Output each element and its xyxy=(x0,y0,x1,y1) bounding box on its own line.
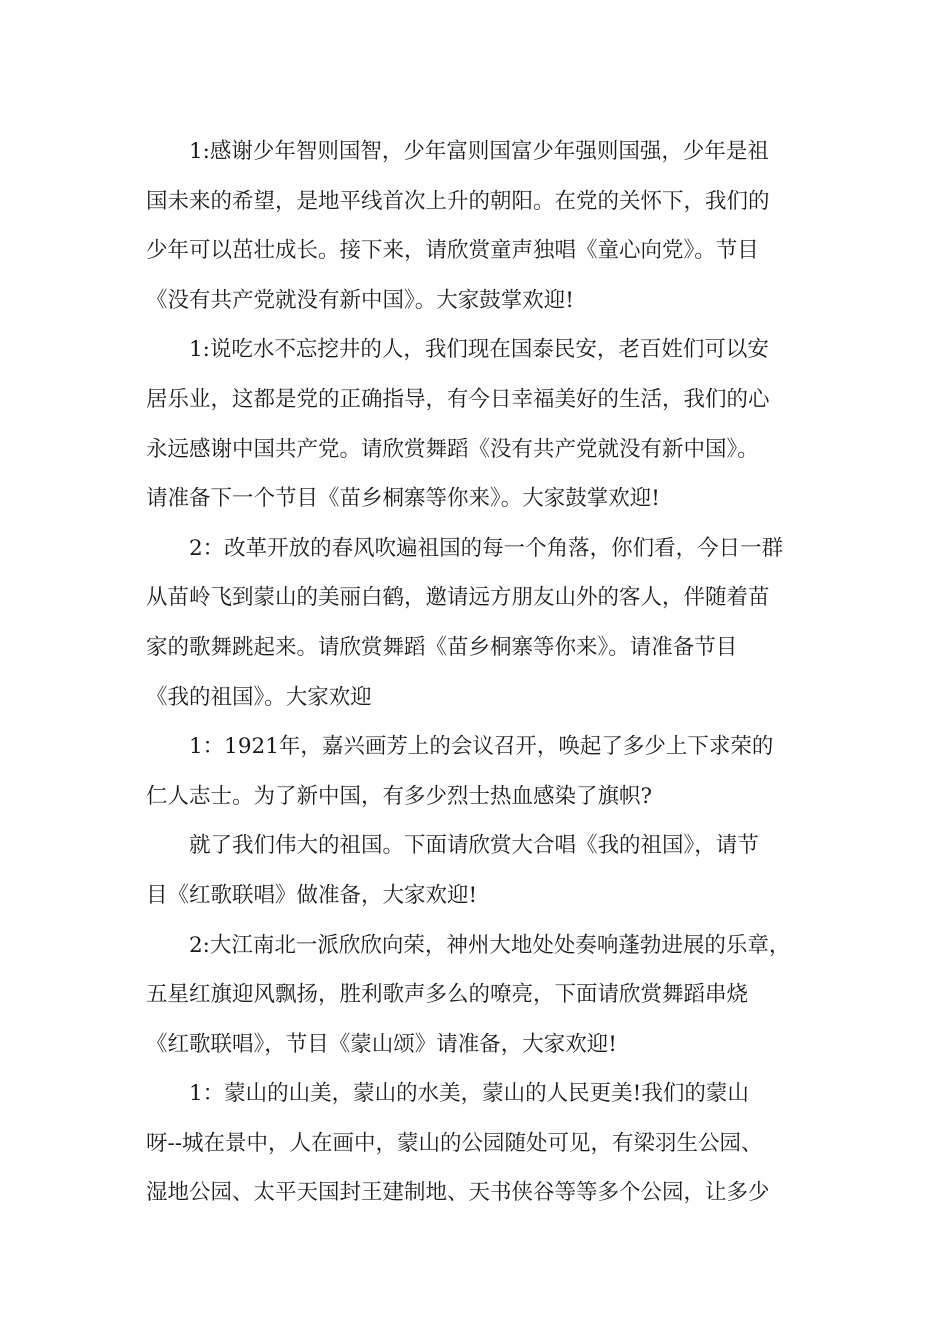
text-line: 请准备下一个节目《苗乡桐寨等你来》。大家鼓掌欢迎! xyxy=(146,486,660,512)
text-line: 2：改革开放的春风吹遍祖国的每一个角落，你们看，今日一群 xyxy=(189,535,784,561)
text-line: 五星红旗迎风飘扬，胜利歌声多么的嘹亮，下面请欣赏舞蹈串烧 xyxy=(146,982,749,1008)
paragraph-7 xyxy=(146,1069,836,1218)
text-line: 湿地公园、太平天国封王建制地、天书侠谷等等多个公园，让多少 xyxy=(146,1180,770,1206)
text-line: 从苗岭飞到蒙山的美丽白鹤，邀请远方朋友山外的客人，伴随着苗 xyxy=(146,585,770,611)
paragraph-1 xyxy=(146,127,836,325)
paragraph-2 xyxy=(146,325,836,523)
text-line: 仁人志士。为了新中国，有多少烈士热血感染了旗帜? xyxy=(146,783,653,809)
text-line: 少年可以茁壮成长。接下来，请欣赏童声独唱《童心向党》。节目 xyxy=(146,238,759,264)
text-line: 国未来的希望，是地平线首次上升的朝阳。在党的关怀下，我们的 xyxy=(146,188,770,214)
text-line: 《我的祖国》。大家欢迎 xyxy=(146,684,372,710)
paragraph-4 xyxy=(146,722,836,821)
paragraph-6 xyxy=(146,921,836,1070)
text-line: 家的歌舞跳起来。请欣赏舞蹈《苗乡桐寨等你来》。请准备节目 xyxy=(146,634,738,660)
text-line: 1：1921年，嘉兴画芳上的会议召开，唤起了多少上下求荣的 xyxy=(189,734,774,760)
text-line: 永远感谢中国共产党。请欣赏舞蹈《没有共产党就没有新中国》。 xyxy=(146,436,759,462)
text-line: 居乐业，这都是党的正确指导，有今日幸福美好的生活，我们的心 xyxy=(146,386,770,412)
paragraph-5 xyxy=(146,821,836,920)
paragraph-3 xyxy=(146,524,836,722)
text-line: 1:感谢少年智则国智，少年富则国富少年强则国强，少年是祖 xyxy=(189,139,769,164)
text-line: 就了我们伟大的祖国。下面请欣赏大合唱《我的祖国》，请节 xyxy=(189,833,759,859)
text-line: 1:说吃水不忘挖井的人，我们现在国泰民安，老百姓们可以安 xyxy=(189,337,769,363)
text-line: 2:大江南北一派欣欣向荣，神州大地处处奏响蓬勃进展的乐章， xyxy=(189,932,791,958)
text-line: 《没有共产党就没有新中国》。大家鼓掌欢迎! xyxy=(146,287,574,313)
text-line: 呀--城在景中，人在画中，蒙山的公园随处可见，有梁羽生公园、 xyxy=(146,1130,763,1156)
document-body xyxy=(146,127,836,1218)
text-line: 《红歌联唱》，节目《蒙山颂》请准备，大家欢迎! xyxy=(146,1031,617,1057)
text-line: 1：蒙山的山美，蒙山的水美，蒙山的人民更美!我们的蒙山 xyxy=(189,1081,749,1107)
text-line: 目《红歌联唱》做准备，大家欢迎! xyxy=(146,882,478,908)
